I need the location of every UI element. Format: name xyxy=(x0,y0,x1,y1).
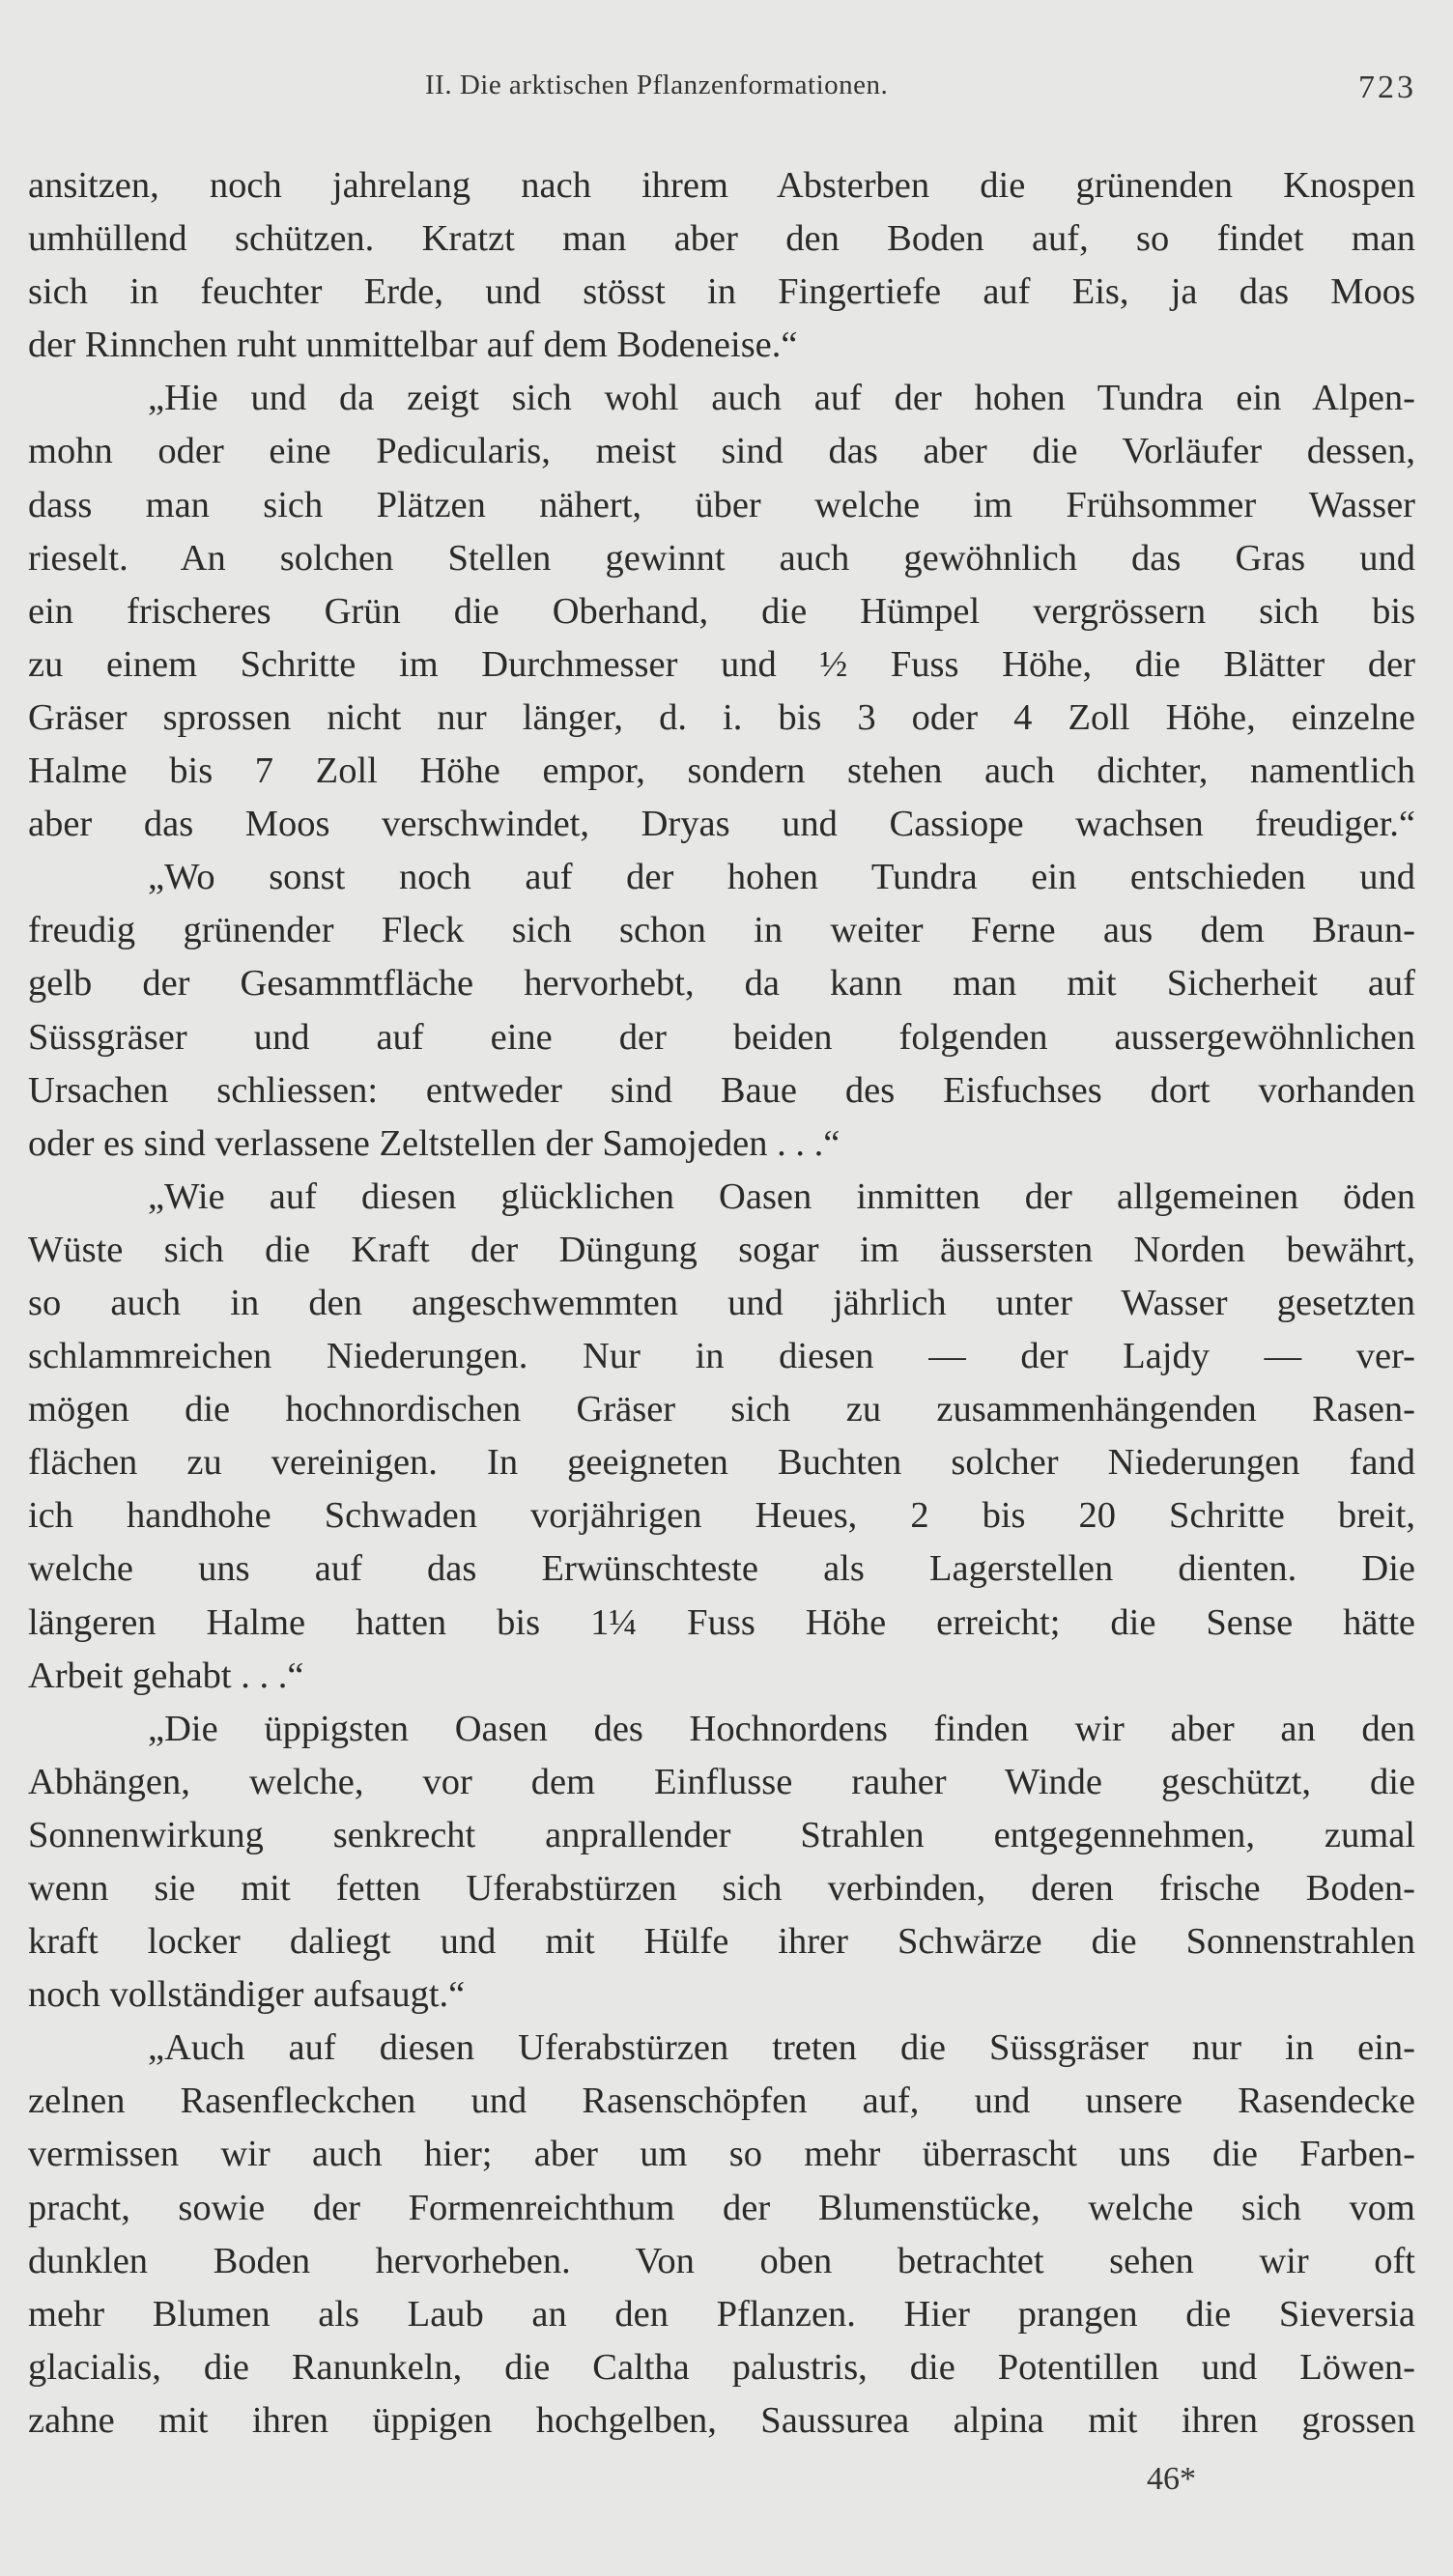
running-head-title: II. Die arktischen Pflanzenformationen. xyxy=(425,70,889,100)
text-line: schlammreichen Niederungen. Nur in diesen — der Lajdy — ver- xyxy=(28,1336,1415,1377)
text-line: wenn sie mit fetten Uferabstürzen sich verbinden, deren frische Boden- xyxy=(28,1868,1415,1909)
text-line: oder es sind verlassene Zeltstellen der Samojeden . . .“ xyxy=(28,1122,840,1164)
text-line: Süssgräser und auf eine der beiden folgenden aussergewöhnlichen xyxy=(28,1016,1415,1058)
text-line: dunklen Boden hervorheben. Von oben betrachtet sehen wir oft xyxy=(28,2240,1415,2281)
text-line: Ursachen schliessen: entweder sind Baue des Eisfuchses dort vorhanden xyxy=(28,1069,1415,1111)
text-line: welche uns auf das Erwünschteste als Lagerstellen dienten. Die xyxy=(28,1548,1415,1590)
text-line: rieselt. An solchen Stellen gewinnt auch gewöhnlich das Gras und xyxy=(28,537,1415,579)
text-line: umhüllend schützen. Kratzt man aber den Boden auf, so findet man xyxy=(28,218,1415,260)
text-line: „Die üppigsten Oasen des Hochnordens finden wir aber an den xyxy=(148,1708,1415,1749)
text-line: der Rinnchen ruht unmittelbar auf dem Bodeneise.“ xyxy=(28,325,798,366)
text-line: zelnen Rasenfleckchen und Rasenschöpfen auf, und unsere Rasendecke xyxy=(28,2081,1415,2122)
text-line: gelb der Gesammtfläche hervorhebt, da kann man mit Sicherheit auf xyxy=(28,963,1415,1005)
body-text xyxy=(28,159,1415,2439)
text-line: Arbeit gehabt . . .“ xyxy=(28,1655,304,1696)
text-line: flächen zu vereinigen. In geeigneten Buchten solcher Niederungen fand xyxy=(28,1442,1415,1484)
text-line: kraft locker daliegt und mit Hülfe ihrer Schwärze die Sonnenstrahlen xyxy=(28,1921,1415,1963)
running-head xyxy=(0,70,1453,112)
text-line: mehr Blumen als Laub an den Pflanzen. Hier prangen die Sieversia xyxy=(28,2293,1415,2335)
text-line: Halme bis 7 Zoll Höhe empor, sondern stehen auch dichter, namentlich xyxy=(28,750,1415,792)
text-line: ein frischeres Grün die Oberhand, die Hümpel vergrössern sich bis xyxy=(28,590,1415,632)
text-line: pracht, sowie der Formenreichthum der Blumenstücke, welche sich vom xyxy=(28,2187,1415,2228)
text-line: so auch in den angeschwemmten und jährlich unter Wasser gesetzten xyxy=(28,1282,1415,1323)
text-line: „Wo sonst noch auf der hohen Tundra ein entschieden und xyxy=(148,857,1415,898)
page-number: 723 xyxy=(1358,70,1416,105)
text-line: glacialis, die Ranunkeln, die Caltha palustris, die Potentillen und Löwen- xyxy=(28,2346,1415,2388)
text-line: mögen die hochnordischen Gräser sich zu zusammenhängenden Rasen- xyxy=(28,1389,1415,1430)
text-line: Sonnenwirkung senkrecht anprallender Strahlen entgegennehmen, zumal xyxy=(28,1814,1415,1855)
text-line: ich handhohe Schwaden vorjährigen Heues, 2 bis 20 Schritte breit, xyxy=(28,1495,1415,1537)
text-line: Gräser sprossen nicht nur länger, d. i. bis 3 oder 4 Zoll Höhe, einzelne xyxy=(28,696,1415,738)
text-line: „Hie und da zeigt sich wohl auch auf der hohen Tundra ein Alpen- xyxy=(148,378,1415,419)
text-line: freudig grünender Fleck sich schon in weiter Ferne aus dem Braun- xyxy=(28,910,1415,951)
text-line: „Auch auf diesen Uferabstürzen treten die Süssgräser nur in ein- xyxy=(148,2027,1415,2069)
signature-mark: 46* xyxy=(1147,2461,1196,2497)
text-line: Abhängen, welche, vor dem Einflusse rauher Winde geschützt, die xyxy=(28,1761,1415,1802)
text-line: ansitzen, noch jahrelang nach ihrem Absterben die grünenden Knospen xyxy=(28,165,1415,206)
text-line: Wüste sich die Kraft der Düngung sogar im äussersten Norden bewährt, xyxy=(28,1229,1415,1270)
text-line: „Wie auf diesen glücklichen Oasen inmitten der allgemeinen öden xyxy=(148,1175,1415,1217)
text-line: sich in feuchter Erde, und stösst in Fingertiefe auf Eis, ja das Moos xyxy=(28,271,1415,313)
text-line: zahne mit ihren üppigen hochgelben, Saussurea alpina mit ihren grossen xyxy=(28,2399,1415,2441)
text-line: dass man sich Plätzen nähert, über welche im Frühsommer Wasser xyxy=(28,484,1415,525)
text-line: mohn oder eine Pedicularis, meist sind das aber die Vorläufer dessen, xyxy=(28,431,1415,472)
text-line: zu einem Schritte im Durchmesser und ½ Fuss Höhe, die Blätter der xyxy=(28,643,1415,685)
text-line: vermissen wir auch hier; aber um so mehr überrascht uns die Farben- xyxy=(28,2134,1415,2175)
text-line: noch vollständiger aufsaugt.“ xyxy=(28,1974,466,2016)
text-line: aber das Moos verschwindet, Dryas und Cassiope wachsen freudiger.“ xyxy=(28,804,1415,845)
text-line: längeren Halme hatten bis 1¼ Fuss Höhe erreicht; die Sense hätte xyxy=(28,1601,1415,1643)
